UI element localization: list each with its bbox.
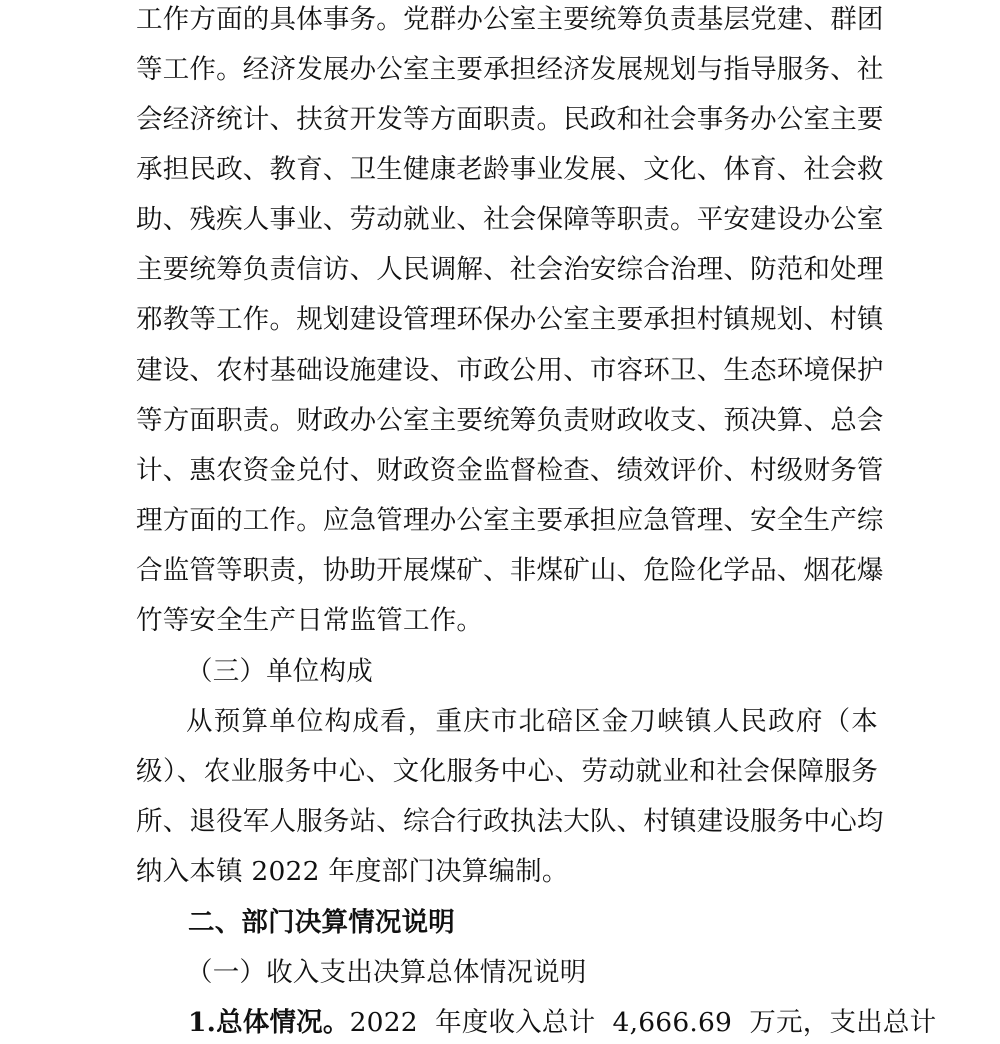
part-two-heading: 二、部门决算情况说明 [188,907,455,938]
body-line-12: 合监管等职责，协助开展煤矿、非煤矿山、危险化学品、烟花爆 [136,555,884,586]
unit-line-2: 级）、农业服务中心、文化服务中心、劳动就业和社会保障服务 [136,756,878,787]
subsection-heading-income-expense: （一）收入支出决算总体情况说明 [186,957,587,988]
overall-situation-line [188,1003,937,1043]
unit-line-3: 所、退役军人服务站、综合行政执法大队、村镇建设服务中心均 [136,806,884,837]
section-heading-unit-composition: （三）单位构成 [186,656,373,687]
unit-line-1: 从预算单位构成看，重庆市北碚区金刀峡镇人民政府（本 [186,706,878,737]
body-line-13: 竹等安全生产日常监管工作。 [136,605,484,636]
overall-situation-label: 1.总体情况。 [188,1007,350,1038]
body-line-11: 理方面的工作。应急管理办公室主要承担应急管理、安全生产综 [136,505,884,536]
unit-line-4: 纳入本镇 2022 年度部门决算编制。 [136,856,569,887]
body-line-8: 建设、农村基础设施建设、市政公用、市容环卫、生态环境保护 [136,355,884,386]
body-line-10: 计、惠农资金兑付、财政资金监督检查、绩效评价、村级财务管 [136,455,884,486]
body-line-6: 主要统筹负责信访、人民调解、社会治安综合治理、防范和处理 [136,254,884,285]
overall-situation-text: 2022 年度收入总计 4,666.69 万元，支出总计 [349,1007,937,1038]
body-line-1: 工作方面的具体事务。党群办公室主要统筹负责基层党建、群团 [136,4,884,35]
body-line-9: 等方面职责。财政办公室主要统筹负责财政收支、预决算、总会 [136,405,884,436]
body-line-2: 等工作。经济发展办公室主要承担经济发展规划与指导服务、社 [136,54,884,85]
body-line-5: 助、残疾人事业、劳动就业、社会保障等职责。平安建设办公室 [136,204,884,235]
body-line-3: 会经济统计、扶贫开发等方面职责。民政和社会事务办公室主要 [136,104,884,135]
body-line-4: 承担民政、教育、卫生健康老龄事业发展、文化、体育、社会救 [136,154,884,185]
body-line-7: 邪教等工作。规划建设管理环保办公室主要承担村镇规划、村镇 [136,304,884,335]
